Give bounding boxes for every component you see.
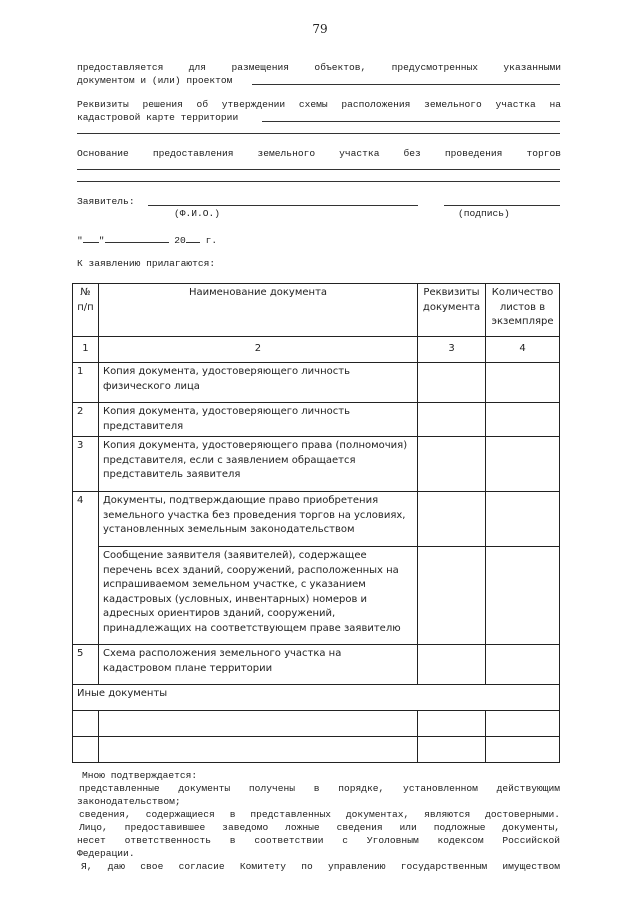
date-year-prefix: 20 (174, 235, 186, 246)
empty-num-cell[interactable] (73, 711, 99, 737)
confirmation-p1-line2: законодательством; (77, 796, 181, 807)
row-requisites-cell[interactable] (418, 645, 486, 685)
attached-label: К заявлению прилагаются: (77, 258, 216, 269)
table-row (73, 403, 560, 437)
row-doc-name: Копия документа, удостоверяющего права (полномочия) представителя, если с заявлением обращается представитель заявителя (98, 437, 417, 492)
row-count-cell[interactable] (486, 547, 560, 645)
empty-name-cell[interactable] (98, 737, 417, 763)
row-num: 3 (73, 437, 99, 492)
col-number-3: 3 (418, 337, 486, 363)
row-doc-name: Сообщение заявителя (заявителей), содержащее перечень всех зданий, сооружений, расположенных на испрашиваемом земельном участке, с указанием кадастровых (условных, инвентарных) номеров и адресных ориентиров зданий, сооружений, принадлежащих на соответствующем праве заявителю (98, 547, 417, 645)
empty-num-cell[interactable] (73, 737, 99, 763)
other-docs-row (73, 685, 560, 711)
page-number: 79 (312, 22, 328, 36)
column-numbers-row (73, 337, 560, 363)
requisites-line-1: Реквизиты решения об утверждении схемы расположения земельного участка на (77, 99, 561, 110)
basis-fill-line-2[interactable] (77, 181, 560, 182)
row-count-cell[interactable] (486, 403, 560, 437)
row-requisites-cell[interactable] (418, 437, 486, 492)
row-doc-name: Копия документа, удостоверяющего личность представителя (98, 403, 417, 437)
other-docs-label: Иные документы (73, 685, 560, 711)
header-count: Количество листов в экземпляре (486, 284, 560, 337)
requisites-fill-line-1[interactable] (262, 121, 560, 122)
row-doc-name: Копия документа, удостоверяющего личность физического лица (98, 363, 417, 403)
requisites-fill-line-2[interactable] (77, 133, 560, 134)
date-year-suffix: г. (205, 235, 218, 246)
empty-requisites-cell[interactable] (418, 737, 486, 763)
table-row-empty (73, 711, 560, 737)
row-num: 5 (73, 645, 99, 685)
intro-fill-line[interactable] (252, 84, 560, 85)
row-requisites-cell[interactable] (418, 492, 486, 547)
confirmation-p3-line3: Федерации. (77, 848, 135, 859)
intro-line-2 (77, 74, 561, 87)
row-num: 4 (73, 492, 99, 645)
row-count-cell[interactable] (486, 492, 560, 547)
col-number-1: 1 (73, 337, 99, 363)
intro-line-1: предоставляется для размещения объектов, предусмотренных указанными (77, 62, 561, 73)
table-row (73, 492, 560, 547)
table-header-row (73, 284, 560, 337)
table-row (73, 437, 560, 492)
row-count-cell[interactable] (486, 363, 560, 403)
row-doc-name: Документы, подтверждающие право приобретения земельного участка без проведения торгов на условиях, установленных земельным законодательством (98, 492, 417, 547)
header-name: Наименование документа (98, 284, 417, 337)
documents-table (72, 283, 560, 763)
applicant-signature-line[interactable] (444, 205, 560, 206)
date-day-field[interactable] (83, 232, 99, 243)
row-num: 1 (73, 363, 99, 403)
date-year-field[interactable] (186, 232, 200, 243)
row-requisites-cell[interactable] (418, 403, 486, 437)
requisites-line-2: кадастровой карте территории (77, 112, 239, 123)
empty-count-cell[interactable] (486, 711, 560, 737)
row-count-cell[interactable] (486, 645, 560, 685)
header-num: № п/п (73, 284, 99, 337)
empty-count-cell[interactable] (486, 737, 560, 763)
applicant-label: Заявитель: (77, 196, 135, 207)
confirmation-p1-line1: представленные документы получены в порядке, установленном действующим (79, 783, 560, 794)
basis-line-1: Основание предоставления земельного участка без проведения торгов (77, 148, 561, 159)
empty-requisites-cell[interactable] (418, 711, 486, 737)
confirmation-p3-line1: Лицо, предоставившее заведомо ложные сведения или подложные документы, (79, 822, 560, 833)
header-requisites: Реквизиты документа (418, 284, 486, 337)
date-month-field[interactable] (105, 232, 169, 243)
table-row (73, 363, 560, 403)
basis-fill-line-1[interactable] (77, 169, 560, 170)
applicant-fio-line[interactable] (148, 205, 418, 206)
date-line (77, 232, 217, 247)
fio-caption: (Ф.И.О.) (174, 208, 221, 219)
row-count-cell[interactable] (486, 437, 560, 492)
col-number-4: 4 (486, 337, 560, 363)
row-requisites-cell[interactable] (418, 547, 486, 645)
table-row-empty (73, 737, 560, 763)
row-requisites-cell[interactable] (418, 363, 486, 403)
intro-line-2-text: документом и (или) проектом (77, 75, 233, 86)
col-number-2: 2 (98, 337, 417, 363)
confirmation-p4-line1: Я, даю свое согласие Комитету по управлению государственным имуществом (81, 861, 560, 872)
table-row (73, 547, 560, 645)
confirmation-heading: Мною подтверждается: (82, 770, 198, 781)
confirmation-p3-line2: несет ответственность в соответствии с Уголовным кодексом Российской (77, 835, 560, 846)
date-open-quote: " (77, 235, 83, 246)
row-num: 2 (73, 403, 99, 437)
date-close-quote: " (98, 235, 105, 246)
table-row (73, 645, 560, 685)
row-doc-name: Схема расположения земельного участка на кадастровом плане территории (98, 645, 417, 685)
empty-name-cell[interactable] (98, 711, 417, 737)
signature-caption: (подпись) (458, 208, 510, 219)
confirmation-p2-line1: сведения, содержащиеся в представленных документах, являются достоверными. (79, 809, 560, 820)
